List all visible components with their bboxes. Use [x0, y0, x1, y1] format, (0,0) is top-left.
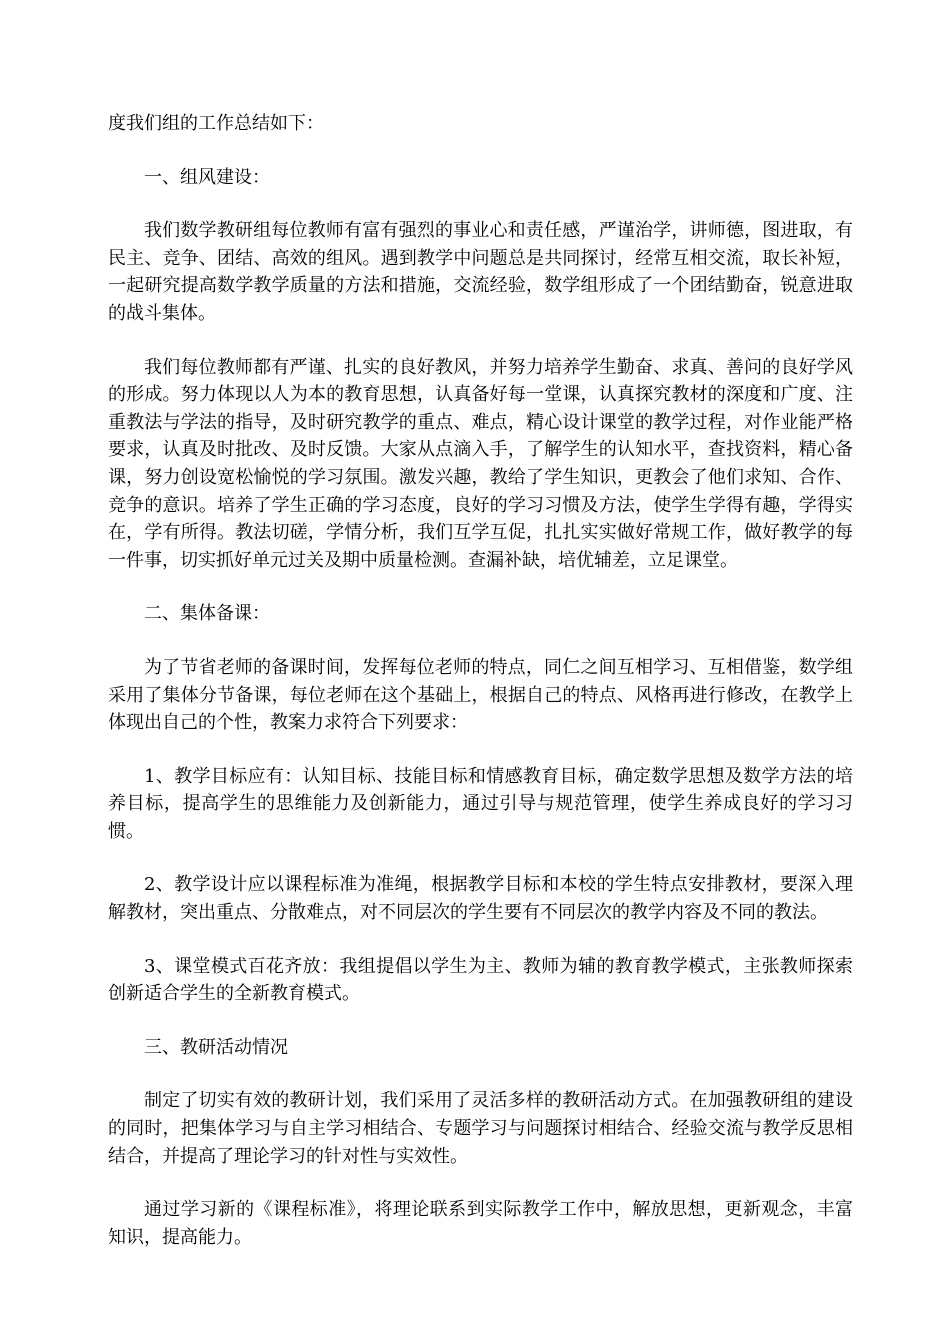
body-paragraph: 制定了切实有效的教研计划，我们采用了灵活多样的教研活动方式。在加强教研组的建设的同时，把集体学习与自主学习相结合、专题学习与问题探讨相结合、经验交流与教学反思相结合，并提高了理论学习的针对性与实效性。 [108, 1090, 853, 1167]
body-paragraph: 我们每位教师都有严谨、扎实的良好教风，并努力培养学生勤奋、求真、善问的良好学风的形成。努力体现以人为本的教育思想，认真备好每一堂课，认真探究教材的深度和广度、注重教法与学法的指导，及时研究教学的重点、难点，精心设计课堂的教学过程，对作业能严格要求，认真及时批改、及时反馈。大家从点滴入手，了解学生的认知水平，查找资料，精心备课，努力创设宽松愉悦的学习氛围。激发兴趣，教给了学生知识，更教会了他们求知、合作、竞争的意识。培养了学生正确的学习态度，良好的学习习惯及方法，使学生学得有趣，学得实在，学有所得。教法切磋，学情分析，我们互学互促，扎扎实实做好常规工作，做好教学的每一件事，切实抓好单元过关及期中质量检测。查漏补缺，培优辅差，立足课堂。 [108, 356, 853, 571]
list-item-paragraph: 3、课堂模式百花齐放：我组提倡以学生为主、教师为辅的教育教学模式，主张教师探索创新适合学生的全新教育模式。 [108, 955, 853, 1005]
intro-paragraph: 度我们组的工作总结如下： [108, 113, 324, 134]
section-heading-2: 二、集体备课： [144, 603, 270, 625]
body-paragraph: 通过学习新的《课程标准》，将理论联系到实际教学工作中，解放思想，更新观念，丰富知识，提高能力。 [108, 1199, 853, 1248]
section-heading-3: 三、教研活动情况 [144, 1036, 288, 1058]
body-paragraph: 我们数学教研组每位教师有富有强烈的事业心和责任感，严谨治学，讲师德，图进取，有民主、竞争、团结、高效的组风。遇到教学中问题总是共同探讨，经常互相交流，取长补短，一起研究提高数学教学质量的方法和措施，交流经验，数学组形成了一个团结勤奋，锐意进取的战斗集体。 [108, 220, 853, 324]
list-item-paragraph: 2、教学设计应以课程标准为准绳，根据教学目标和本校的学生特点安排教材，要深入理解教材，突出重点、分散难点，对不同层次的学生要有不同层次的教学内容及不同的教法。 [108, 874, 853, 924]
document-page [108, 110, 853, 1277]
body-paragraph: 为了节省老师的备课时间，发挥每位老师的特点，同仁之间互相学习、互相借鉴，数学组采用了集体分节备课，每位老师在这个基础上，根据自己的特点、风格再进行修改，在教学上体现出自己的个性，教案力求符合下列要求： [108, 656, 853, 734]
list-item-paragraph: 1、教学目标应有：认知目标、技能目标和情感教育目标，确定数学思想及数学方法的培养目标，提高学生的思维能力及创新能力，通过引导与规范管理，使学生养成良好的学习习惯。 [108, 765, 853, 842]
section-heading-1: 一、组风建设： [144, 166, 270, 188]
